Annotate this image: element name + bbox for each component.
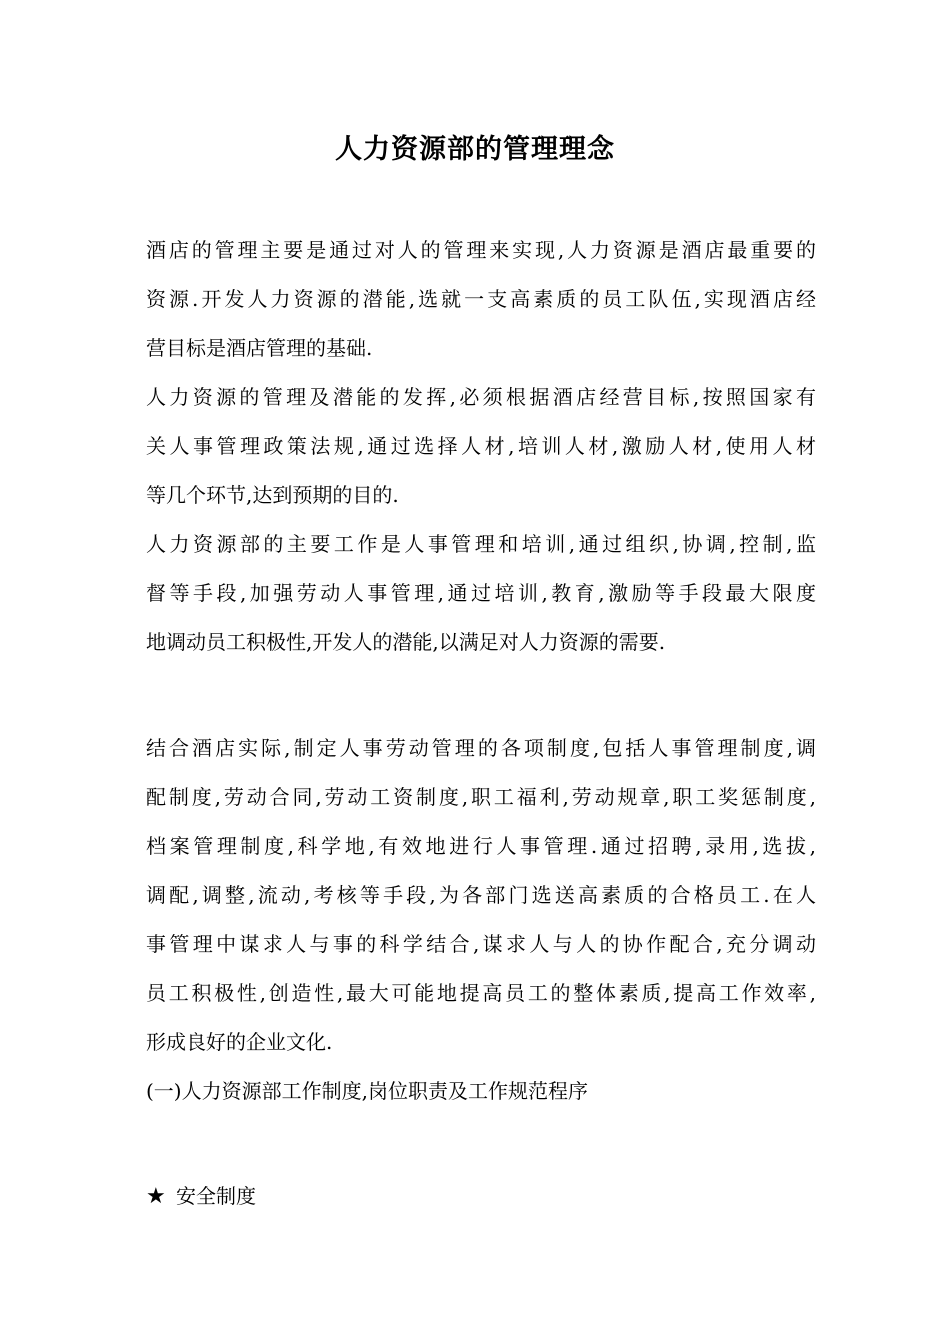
text-line: 调配,调整,流动,考核等手段,为各部门选送高素质的合格员工.在人 [146,883,816,907]
text-line: 地调动员工积极性,开发人的潜能,以满足对人力资源的需要. [146,630,666,654]
document-title: 人力资源部的管理理念 [335,134,615,165]
intro-paragraph [146,226,816,667]
text-line: 人力资源部的主要工作是人事管理和培训,通过组织,协调,控制,监 [146,532,816,556]
text-line: 营目标是酒店管理的基础. [146,336,373,360]
text-line: 员工积极性,创造性,最大可能地提高员工的整体素质,提高工作效率, [146,981,816,1005]
text-line: 结合酒店实际,制定人事劳动管理的各项制度,包括人事管理制度,调 [146,736,816,760]
star-icon: ★ [146,1184,166,1209]
text-line: 等几个环节,达到预期的目的. [146,483,399,507]
text-line: 关人事管理政策法规,通过选择人材,培训人材,激励人材,使用人材 [146,434,816,458]
text-line: 档案管理制度,科学地,有效地进行人事管理.通过招聘,录用,选拔, [146,834,816,858]
text-line: 资源.开发人力资源的潜能,选就一支高素质的员工队伍,实现酒店经 [146,287,816,311]
text-line: 督等手段,加强劳动人事管理,通过培训,教育,激励等手段最大限度 [146,581,816,605]
section-heading-text: 安全制度 [176,1184,256,1208]
text-line: (一)人力资源部工作制度,岗位职责及工作规范程序 [146,1079,588,1103]
section-heading [146,1176,256,1217]
text-line: 酒店的管理主要是通过对人的管理来实现,人力资源是酒店最重要的 [146,238,816,262]
text-line: 形成良好的企业文化. [146,1030,333,1054]
text-line: 事管理中谋求人与事的科学结合,谋求人与人的协作配合,充分调动 [146,932,816,956]
second-paragraph [146,724,816,1116]
text-line: 配制度,劳动合同,劳动工资制度,职工福利,劳动规章,职工奖惩制度, [146,785,816,809]
text-line: 人力资源的管理及潜能的发挥,必须根据酒店经营目标,按照国家有 [146,385,816,409]
